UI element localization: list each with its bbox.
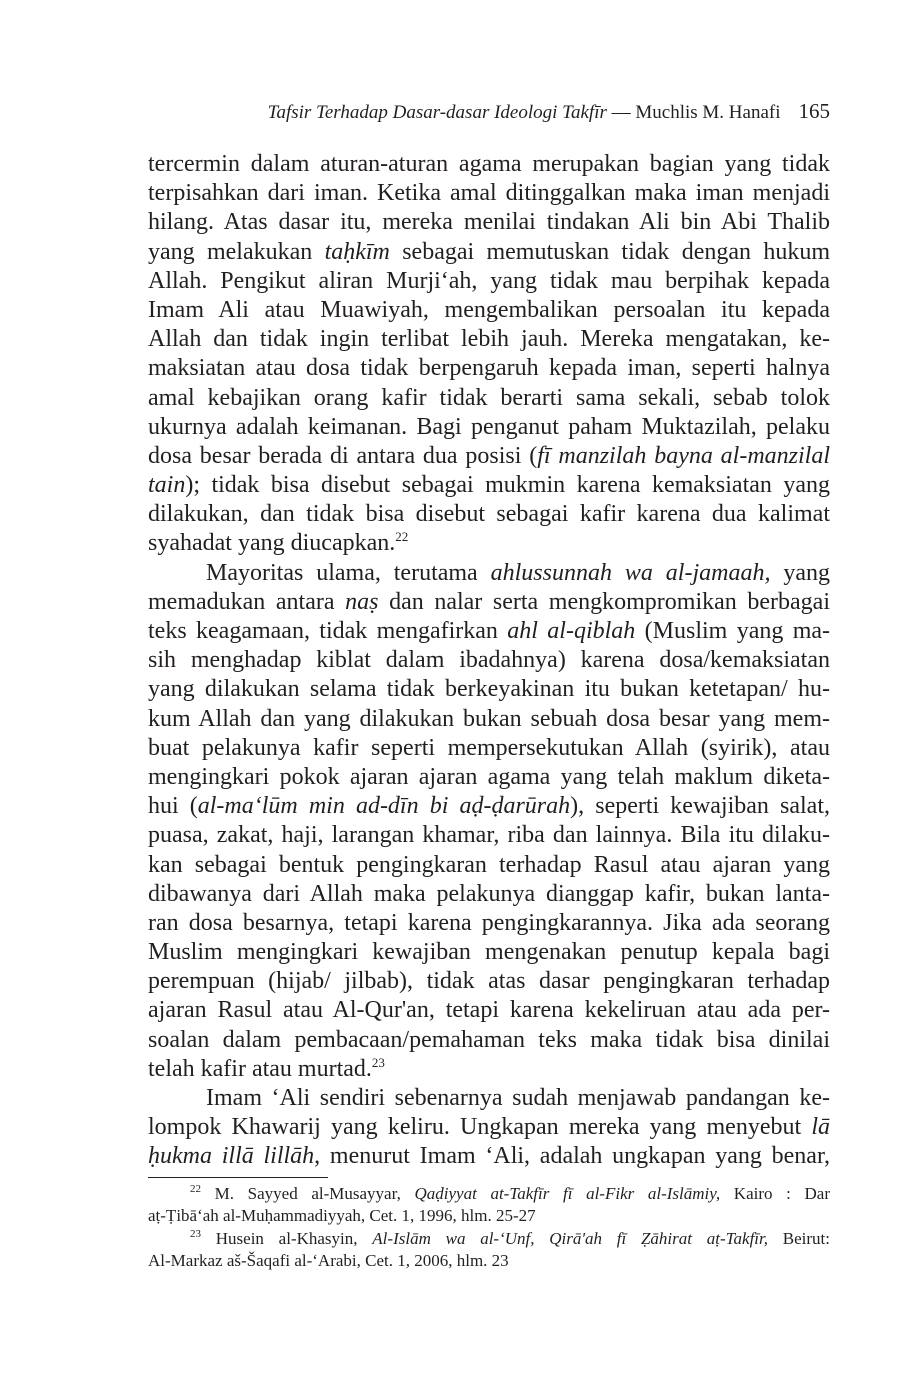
footnote-ref: 22 bbox=[190, 1183, 201, 1195]
page-number: 165 bbox=[798, 99, 830, 123]
text-line bbox=[148, 734, 830, 763]
footnote-ref: 23 bbox=[190, 1227, 201, 1240]
footnote-separator bbox=[148, 1177, 328, 1178]
text-line bbox=[148, 150, 830, 179]
text-run: amal kebajikan orang kafir tidak berarti sama sekali, sebab tolok bbox=[148, 384, 830, 411]
text-line bbox=[148, 646, 830, 675]
text-run: telah kafir atau murtad. bbox=[148, 1055, 372, 1082]
italic-term: naṣ bbox=[345, 588, 379, 615]
text-run: mengingkari pokok ajaran ajaran agama yang telah maklum diketa- bbox=[148, 763, 830, 790]
running-header bbox=[148, 98, 830, 126]
text-run: maksiatan atau dosa tidak berpengaruh kepada iman, seperti halnya bbox=[148, 355, 830, 382]
text-line bbox=[148, 1055, 830, 1084]
text-run: Allah dan tidak ingin terlibat lebih jauh. Mereka mengatakan, ke- bbox=[148, 326, 830, 353]
italic-term: ahlussunnah wa al-jamaah, bbox=[490, 559, 771, 586]
text-line bbox=[148, 675, 830, 704]
text-run: ); tidak bisa disebut sebagai mukmin karena kemaksiatan yang bbox=[185, 472, 830, 499]
running-header-title: Tafsir Terhadap Dasar-dasar Ideologi Takfīr bbox=[267, 102, 607, 123]
text-run: Husein al-Khasyin, bbox=[201, 1228, 373, 1248]
text-line bbox=[148, 267, 830, 296]
text-run: yang bbox=[770, 559, 831, 586]
text-line bbox=[148, 238, 830, 267]
italic-term: al-ma‘lūm min ad-dīn bi aḍ-ḍarūrah bbox=[197, 793, 571, 820]
text-line bbox=[148, 588, 830, 617]
text-run: syahadat yang diucapkan. bbox=[148, 530, 396, 557]
footnote-line bbox=[148, 1205, 830, 1227]
text-line bbox=[148, 471, 830, 500]
text-line bbox=[148, 996, 830, 1025]
text-run: Al-Markaz aš-Šaqafi al-‘Arabi, Cet. 1, 2006, hlm. 23 bbox=[148, 1250, 509, 1270]
footnote-ref: 22 bbox=[395, 529, 409, 545]
text-run: dibawanya dari Allah maka pelakunya dianggap kafir, bukan lanta- bbox=[148, 880, 830, 907]
text-run: teks keagamaan, tidak mengafirkan bbox=[148, 618, 508, 644]
text-run: perempuan (hijab/ jilbab), tidak atas dasar pengingkaran terhadap bbox=[148, 968, 830, 995]
text-run: sih menghadap kiblat dalam ibadahnya) karena dosa/kemaksiatan bbox=[148, 647, 830, 674]
text-line bbox=[148, 208, 830, 237]
footnote-line bbox=[148, 1228, 830, 1250]
italic-term: Al-Islām wa al-‘Unf, Qirā'ah fī Ẓāhirat aṭ-Takfīr, bbox=[372, 1228, 769, 1248]
text-run: tercermin dalam aturan-aturan agama merupakan bagian yang tidak bbox=[148, 151, 830, 177]
text-run: Mayoritas ulama, terutama bbox=[206, 559, 491, 586]
text-line bbox=[148, 821, 830, 850]
text-line bbox=[148, 705, 830, 734]
footnote-line bbox=[148, 1250, 830, 1272]
text-line bbox=[148, 763, 830, 792]
running-header-author: Muchlis M. Hanafi bbox=[635, 102, 781, 123]
text-run: Imam Ali atau Muawiyah, mengembalikan persoalan itu kepada bbox=[148, 296, 830, 323]
text-run: ukurnya adalah keimanan. Bagi penganut paham Muktazilah, pelaku bbox=[148, 413, 830, 440]
text-line bbox=[148, 880, 830, 909]
text-run: Beirut: bbox=[768, 1228, 830, 1248]
footnote-line bbox=[148, 1183, 830, 1205]
text-line bbox=[148, 559, 830, 588]
text-run: dan nalar serta mengkompromikan berbagai bbox=[378, 588, 830, 615]
text-line bbox=[148, 1113, 830, 1142]
italic-term: tain bbox=[148, 472, 186, 499]
text-line bbox=[148, 500, 830, 529]
italic-term: ḥukma illā lillāh bbox=[148, 1143, 315, 1170]
text-run: lompok Khawarij yang keliru. Ungkapan mereka yang menyebut bbox=[148, 1114, 812, 1141]
text-run: kan sebagai bentuk pengingkaran terhadap Rasul atau ajaran yang bbox=[148, 851, 830, 878]
text-line bbox=[148, 617, 830, 646]
text-line bbox=[148, 384, 830, 413]
text-run: hui ( bbox=[148, 793, 198, 820]
text-run: sebagai memutuskan tidak dengan hukum bbox=[389, 238, 830, 265]
text-line bbox=[148, 967, 830, 996]
text-line bbox=[148, 1142, 830, 1171]
text-run: terpisahkan dari iman. Ketika amal ditinggalkan maka iman menjadi bbox=[148, 180, 830, 207]
text-run: ajaran Rasul atau Al-Qur'an, tetapi karena kekeliruan atau ada per- bbox=[148, 997, 830, 1024]
text-line bbox=[148, 792, 830, 821]
text-line bbox=[148, 1084, 830, 1113]
italic-term: lā bbox=[811, 1114, 830, 1141]
italic-term: ahl al-qiblah bbox=[507, 618, 636, 644]
text-run: yang dilakukan selama tidak berkeyakinan itu bukan ketetapan/ hu- bbox=[148, 676, 830, 703]
text-run: memadukan antara bbox=[148, 588, 346, 615]
text-run: ), seperti kewajiban salat, bbox=[570, 793, 830, 820]
text-run: hilang. Atas dasar itu, mereka menilai tindakan Ali bin Abi Thalib bbox=[148, 209, 830, 236]
text-line bbox=[148, 413, 830, 442]
text-line bbox=[148, 354, 830, 383]
footnote-ref: 23 bbox=[371, 1054, 385, 1070]
italic-term: fī manzilah bayna al-manzilal bbox=[537, 442, 830, 469]
text-run: aṭ-Ṭibā‘ah al-Muḥammadiyyah, Cet. 1, 1996, hlm. 25-27 bbox=[148, 1206, 536, 1226]
text-run: dosa besar berada di antara dua posisi ( bbox=[148, 442, 538, 469]
text-line bbox=[148, 938, 830, 967]
text-run: Muslim mengingkari kewajiban mengenakan penutup kepala bagi bbox=[148, 939, 830, 966]
text-line bbox=[148, 325, 830, 354]
text-run: dilakukan, dan tidak bisa disebut sebagai kafir karena dua kalimat bbox=[148, 501, 830, 528]
text-line bbox=[148, 296, 830, 325]
text-line bbox=[148, 909, 830, 938]
text-run: Kairo : Dar bbox=[720, 1184, 830, 1203]
text-run: yang melakukan bbox=[148, 238, 325, 265]
text-line bbox=[148, 1026, 830, 1055]
text-run: puasa, zakat, haji, larangan khamar, riba dan lainnya. Bila itu dilaku- bbox=[148, 822, 830, 849]
body-text bbox=[148, 150, 830, 1172]
text-line bbox=[148, 851, 830, 880]
text-run: (Muslim yang ma- bbox=[635, 618, 831, 644]
text-run: M. Sayyed al-Musayyar, bbox=[201, 1184, 415, 1203]
text-line bbox=[148, 179, 830, 208]
italic-term: Qaḍiyyat at-Takfīr fī al-Fikr al-Islāmiy, bbox=[414, 1184, 721, 1203]
italic-term: taḥkīm bbox=[324, 238, 390, 265]
text-line bbox=[148, 442, 830, 471]
text-run: kum Allah dan yang dilakukan bukan sebuah dosa besar yang mem- bbox=[148, 705, 830, 732]
text-run: Imam ‘Ali sendiri sebenarnya sudah menjawab pandangan ke- bbox=[206, 1085, 830, 1111]
text-run: , menurut Imam ‘Ali, adalah ungkapan yang benar, bbox=[314, 1143, 830, 1170]
text-run: ran dosa besarnya, tetapi karena pengingkarannya. Jika ada seorang bbox=[148, 909, 830, 936]
text-run: buat pelakunya kafir seperti mempersekutukan Allah (syirik), atau bbox=[148, 734, 830, 761]
text-line bbox=[148, 529, 830, 558]
text-run: Allah. Pengikut aliran Murji‘ah, yang tidak mau berpihak kepada bbox=[148, 267, 830, 294]
running-header-separator: — bbox=[606, 102, 636, 123]
footnotes bbox=[148, 1183, 830, 1272]
text-run: soalan dalam pembacaan/pemahaman teks maka tidak bisa dinilai bbox=[148, 1026, 830, 1053]
